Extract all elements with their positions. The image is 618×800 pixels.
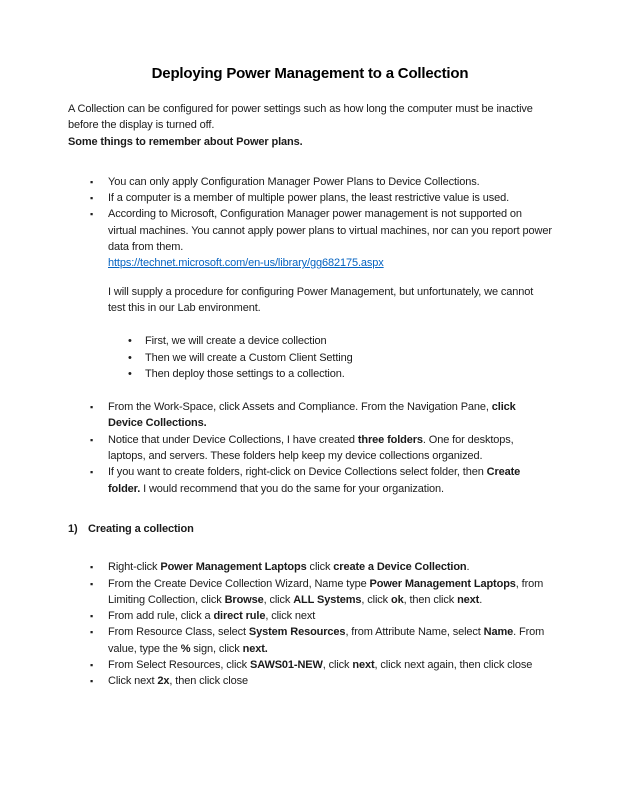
list-item [68, 333, 552, 349]
text-run: . [479, 593, 483, 606]
list-item-text: First, we will create a device collection [145, 335, 327, 348]
bold-run: ok [391, 593, 404, 606]
list-item-text [108, 206, 552, 271]
workspace-steps-list [68, 399, 552, 497]
list-item-text [108, 608, 552, 624]
procedure-overview-sublist [68, 333, 552, 382]
round-bullet-icon: • [128, 335, 132, 348]
text-run: , click [361, 593, 391, 606]
bold-run: Power Management Laptops [369, 577, 516, 590]
bold-run: ALL Systems [293, 593, 362, 606]
square-bullet-icon: ▪ [90, 467, 94, 478]
bold-run: 2x [157, 675, 170, 688]
text-run: click [306, 561, 334, 574]
technet-link[interactable]: https://technet.microsoft.com/en-us/library/gg682175.aspx [108, 257, 384, 270]
bold-run: next [352, 659, 375, 672]
bold-run: next [457, 593, 480, 606]
list-item-text: If a computer is a member of multiple power plans, the least restrictive value is used. [108, 192, 510, 205]
list-item [68, 657, 552, 673]
bold-run: SAWS01-NEW [250, 659, 323, 672]
document-title: Deploying Power Management to a Collection [151, 65, 469, 82]
text-run: . From value, type the [108, 626, 545, 655]
text-run: , from Attribute Name, select [345, 626, 484, 639]
list-item-text [108, 657, 552, 673]
list-item [68, 559, 552, 575]
bold-run: create a Device Collection [333, 561, 467, 574]
list-item-text: Then deploy those settings to a collection. [145, 367, 345, 380]
text-run: From Select Resources, click [108, 659, 251, 672]
text-run: From the Create Device Collection Wizard, Name type [108, 577, 370, 590]
list-item-text [108, 464, 552, 497]
text-run: , click next [265, 610, 316, 623]
text-run: sign, click [190, 642, 243, 655]
square-bullet-icon: ▪ [90, 578, 94, 589]
text-run: Click next [108, 675, 158, 688]
square-bullet-icon: ▪ [90, 193, 94, 204]
text-run: Right-click [108, 561, 161, 574]
bold-run: Create folder. [108, 466, 521, 495]
list-item [68, 350, 552, 366]
square-bullet-icon: ▪ [90, 402, 94, 413]
document-content [68, 0, 552, 690]
list-item [68, 399, 552, 432]
bold-run: System Resources [248, 626, 346, 639]
round-bullet-icon: • [128, 351, 132, 364]
square-bullet-icon: ▪ [90, 627, 94, 638]
bold-run: Power Management Laptops [160, 561, 307, 574]
list-item [68, 464, 552, 497]
text-run: From Resource Class, select [108, 626, 249, 639]
list-item [68, 174, 552, 190]
text-run: . One for desktops, laptops, and servers. These folders help keep my device collections organized. [108, 433, 514, 463]
list-item [68, 432, 552, 465]
intro-text: A Collection can be configured for power settings such as how long the computer must be inactive before the display is turned off. [68, 103, 533, 132]
intro-bold-note: Some things to remember about Power plans. [68, 135, 303, 148]
list-item-text: Then we will create a Custom Client Setting [145, 351, 353, 364]
list-item [68, 190, 552, 206]
text-run: . [466, 561, 470, 574]
text-run: If you want to create folders, right-click on Device Collections select folder, then [108, 466, 487, 479]
square-bullet-icon: ▪ [90, 611, 94, 622]
list-item [68, 576, 552, 609]
square-bullet-icon: ▪ [90, 209, 94, 220]
intro-paragraph [68, 101, 552, 150]
list-item [68, 608, 552, 624]
power-plan-notes-list [68, 174, 552, 272]
list-item [68, 206, 552, 271]
bold-run: three folders [357, 433, 423, 446]
square-bullet-icon: ▪ [90, 176, 94, 187]
list-item-text [108, 576, 552, 609]
square-bullet-icon: ▪ [90, 434, 94, 445]
list-item [68, 366, 552, 382]
bold-run: direct rule [213, 610, 266, 623]
list-item-text [108, 624, 552, 657]
square-bullet-icon: ▪ [90, 676, 94, 687]
text-run: , then click close [169, 675, 248, 688]
text-run: , click [263, 593, 294, 606]
section-title: Creating a collection [88, 522, 194, 535]
list-item-text [108, 673, 552, 689]
text-run: , then click [403, 593, 458, 606]
square-bullet-icon: ▪ [90, 660, 94, 671]
text-run: I would recommend that you do the same for your organization. [140, 482, 444, 495]
list-item-text [108, 432, 552, 465]
list-item [68, 624, 552, 657]
round-bullet-icon: • [128, 367, 132, 380]
text-run: From the Work-Space, click Assets and Compliance. From the Navigation Pane, [108, 401, 492, 414]
procedure-note-paragraph: I will supply a procedure for configuring Power Management, but unfortunately, we cannot test this in our Lab environment. [108, 285, 534, 314]
text-run: , click [322, 659, 353, 672]
list-item-text [108, 559, 552, 575]
text-run: From add rule, click a [108, 610, 214, 623]
text-run: Notice that under Device Collections, I have created [108, 433, 358, 446]
bold-run: next. [242, 642, 268, 655]
create-collection-steps-list [68, 559, 552, 689]
bold-run: click Device Collections. [108, 401, 516, 430]
bold-run: % [180, 642, 191, 655]
text-run: , click next again, then click close [374, 659, 533, 672]
list-item [68, 673, 552, 689]
list-item-text: You can only apply Configuration Manager Power Plans to Device Collections. [108, 175, 480, 188]
list-item-body: According to Microsoft, Configuration Manager power management is not supported on virtual machines. You cannot apply power plans to virtual machines, nor can you report power data from them. [108, 208, 552, 254]
text-run: , from Limiting Collection, click [108, 577, 544, 606]
bold-run: Browse [224, 593, 264, 606]
bold-run: Name [483, 626, 514, 639]
square-bullet-icon: ▪ [90, 562, 94, 573]
list-item-text [108, 399, 552, 432]
section-heading [68, 521, 552, 537]
section-number: 1) [68, 522, 78, 535]
